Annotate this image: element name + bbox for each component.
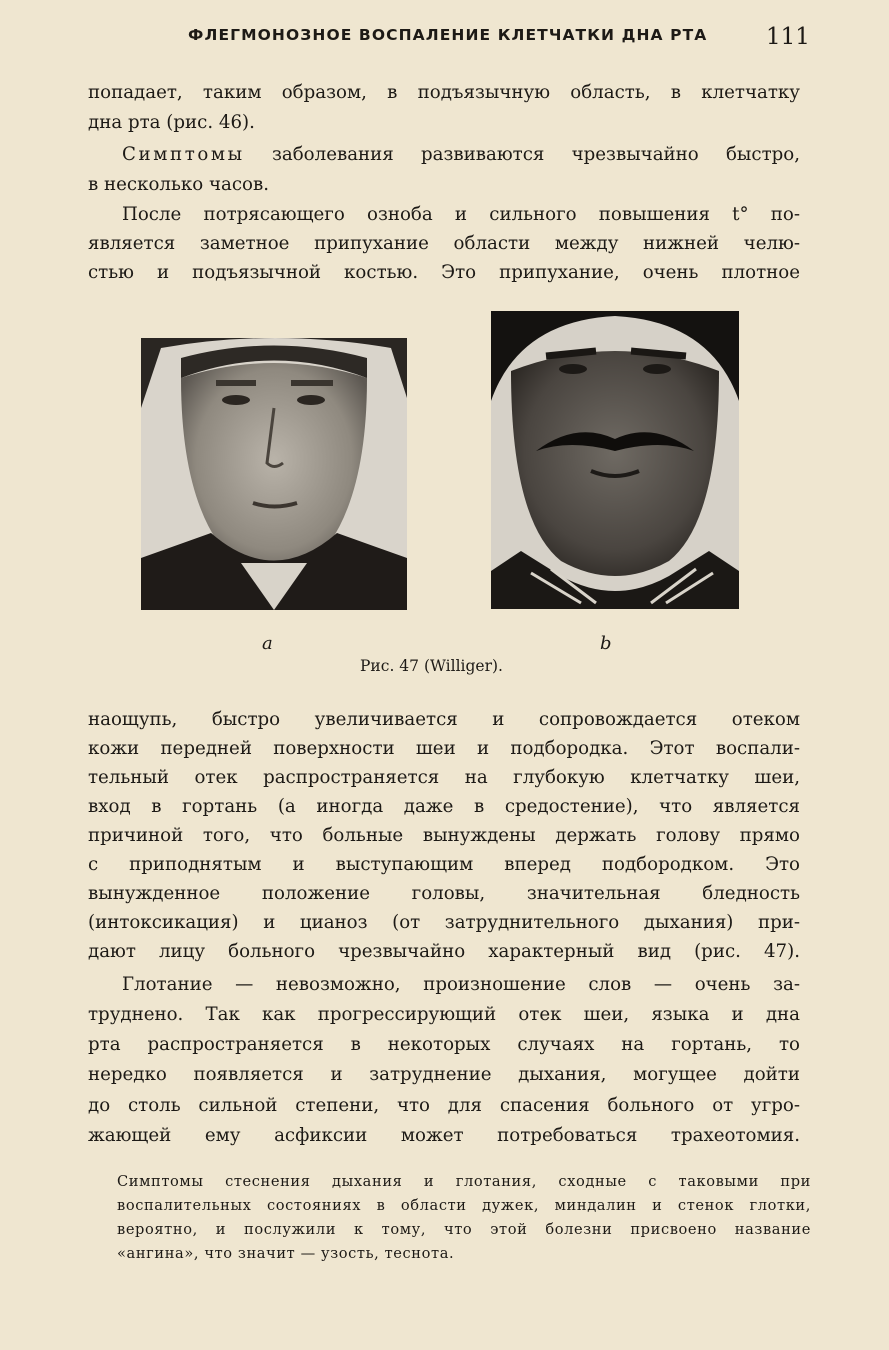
paragraph-line: стью и подъязычной костью. Это припухание, очень плотное: [88, 262, 800, 283]
footnote-line: воспалительных состояниях в области дужек, миндалин и стенок глотки,: [117, 1197, 811, 1214]
page-number: 111: [766, 24, 810, 50]
paragraph-line: до столь сильной степени, что для спасения больного от угро-: [88, 1095, 800, 1116]
figure-caption: Рис. 47 (Williger).: [360, 657, 503, 675]
paragraph-line: вход в гортань (а иногда даже в средостение), что является: [88, 796, 800, 817]
paragraph-line: жающей ему асфиксии может потребоваться трахеотомия.: [88, 1125, 800, 1146]
figure-portrait-b: [491, 311, 739, 609]
paragraph-line: вынужденное положение головы, значительная бледность: [88, 883, 800, 904]
paragraph-line: в несколько часов.: [88, 174, 269, 195]
running-title: ФЛЕГМОНОЗНОЕ ВОСПАЛЕНИЕ КЛЕТЧАТКИ ДНА РТА: [188, 26, 708, 44]
paragraph-line: с приподнятым и выступающим вперед подбородком. Это: [88, 854, 800, 875]
spaced-heading-word: Симптомы: [122, 144, 245, 165]
footnote-line: вероятно, и послужили к тому, что этой болезни присвоено название: [117, 1221, 811, 1238]
footnote-line: Симптомы стеснения дыхания и глотания, сходные с таковыми при: [117, 1173, 811, 1190]
paragraph-line: После потрясающего озноба и сильного повышения t° по-: [122, 204, 800, 225]
paragraph-line: труднено. Так как прогрессирующий отек шеи, языка и дна: [88, 1004, 800, 1025]
paragraph-line: дают лицу больного чрезвычайно характерный вид (рис. 47).: [88, 941, 800, 962]
figure-label-b: b: [600, 633, 612, 654]
paragraph-line: (интоксикация) и цианоз (от затруднительного дыхания) при-: [88, 912, 800, 933]
paragraph-line: тельный отек распространяется на глубокую клетчатку шеи,: [88, 767, 800, 788]
paragraph-line: дна рта (рис. 46).: [88, 112, 255, 133]
paragraph-line: причиной того, что больные вынуждены держать голову прямо: [88, 825, 800, 846]
paragraph-line: кожи передней поверхности шеи и подбородка. Этот воспали-: [88, 738, 800, 759]
paragraph-line: попадает, таким образом, в подъязычную область, в клетчатку: [88, 82, 800, 103]
paragraph-line: нередко появляется и затруднение дыхания, могущее дойти: [88, 1064, 800, 1085]
figure-label-a: a: [262, 633, 273, 654]
paragraph-line: Глотание — невозможно, произношение слов — очень за-: [122, 974, 800, 995]
paragraph-line: Симптомы заболевания развиваются чрезвычайно быстро,: [122, 144, 800, 165]
figure-portrait-a: [141, 338, 407, 610]
paragraph-line: наощупь, быстро увеличивается и сопровождается отеком: [88, 709, 800, 730]
footnote-line: «ангина», что значит — узость, теснота.: [117, 1245, 455, 1262]
paragraph-line: рта распространяется в некоторых случаях на гортань, то: [88, 1034, 800, 1055]
paragraph-line: является заметное припухание области между нижней челю-: [88, 233, 800, 254]
